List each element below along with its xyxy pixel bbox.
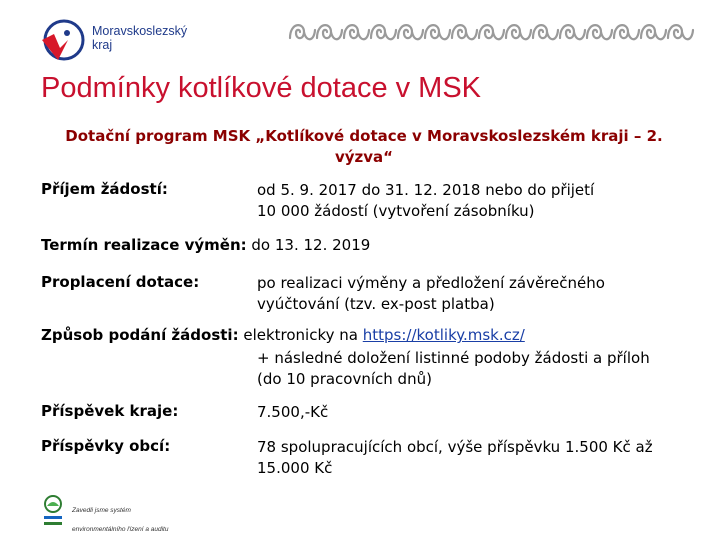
prispevky-obci-label: Příspěvky obcí: (41, 437, 171, 455)
program-subtitle: Dotační program MSK „Kotlíkové dotace v Moravskoslezském kraji – 2. výzva“ (65, 127, 663, 166)
proplaceni-value-line1: po realizaci výměny a předložení závěrečného (257, 274, 605, 292)
wave-segment (452, 25, 477, 39)
zpusob-row (41, 326, 525, 344)
emas-footer-line1: Zavedli jsme systém (72, 507, 131, 514)
zpusob-value-line3: (do 10 pracovních dnů) (257, 370, 432, 388)
prispevek-kraje-label: Příspěvek kraje: (41, 402, 179, 420)
logo-text-line2: kraj (92, 38, 113, 52)
kotliky-link[interactable]: https://kotliky.msk.cz/ (362, 326, 525, 344)
emas-logo-icon (38, 494, 68, 530)
page-title: Podmínky kotlíkové dotace v MSK (41, 72, 482, 104)
prispevky-obci-value-line2: 15.000 Kč (257, 459, 333, 477)
wave-segment (317, 25, 342, 39)
prispevek-kraje-value: 7.500,-Kč (257, 403, 329, 421)
proplaceni-label: Proplacení dotace: (41, 273, 200, 291)
wave-segment (641, 25, 666, 39)
proplaceni-value (257, 273, 605, 315)
wave-segment (587, 25, 612, 39)
prispevky-obci-value-line1: 78 spolupracujících obcí, výše příspěvku 1.500 Kč až (257, 438, 653, 456)
prispevky-obci-value (257, 437, 653, 479)
zpusob-value-continuation (257, 348, 650, 390)
emas-footer-line2: environmentálního řízení a auditu (72, 526, 169, 533)
wave-segment (668, 25, 693, 39)
zpusob-label: Způsob podání žádosti: (41, 326, 239, 344)
logo-text-line1: Moravskoslezský (92, 24, 188, 38)
wave-segment (398, 25, 423, 39)
zpusob-value-prefix: elektronicky na (238, 326, 363, 344)
region-emblem-icon (38, 14, 90, 66)
wave-segment (290, 25, 315, 39)
wave-segment (425, 25, 450, 39)
termin-value: do 13. 12. 2019 (246, 236, 371, 254)
zpusob-value-line2: + následné doložení listinné podoby žádosti a příloh (257, 349, 650, 367)
wave-segment (344, 25, 369, 39)
termin-label: Termín realizace výměn: (41, 236, 247, 254)
logo-text (92, 24, 187, 52)
prijem-label: Příjem žádostí: (41, 180, 168, 198)
prijem-value-line1: od 5. 9. 2017 do 31. 12. 2018 nebo do přijetí (257, 181, 595, 199)
wave-segment (371, 25, 396, 39)
wave-segment (479, 25, 504, 39)
moravskoslezsky-kraj-logo (38, 14, 218, 66)
wave-segment (533, 25, 558, 39)
emas-footer-text (72, 501, 168, 539)
decorative-wave-border (286, 16, 698, 48)
wave-segment (560, 25, 585, 39)
wave-segment (506, 25, 531, 39)
proplaceni-value-line2: vyúčtování (tzv. ex-post platba) (257, 295, 495, 313)
prijem-value-line2: 10 000 žádostí (vytvoření zásobníku) (257, 202, 535, 220)
prijem-value (257, 180, 594, 222)
termin-row (41, 236, 370, 254)
wave-segment (614, 25, 639, 39)
